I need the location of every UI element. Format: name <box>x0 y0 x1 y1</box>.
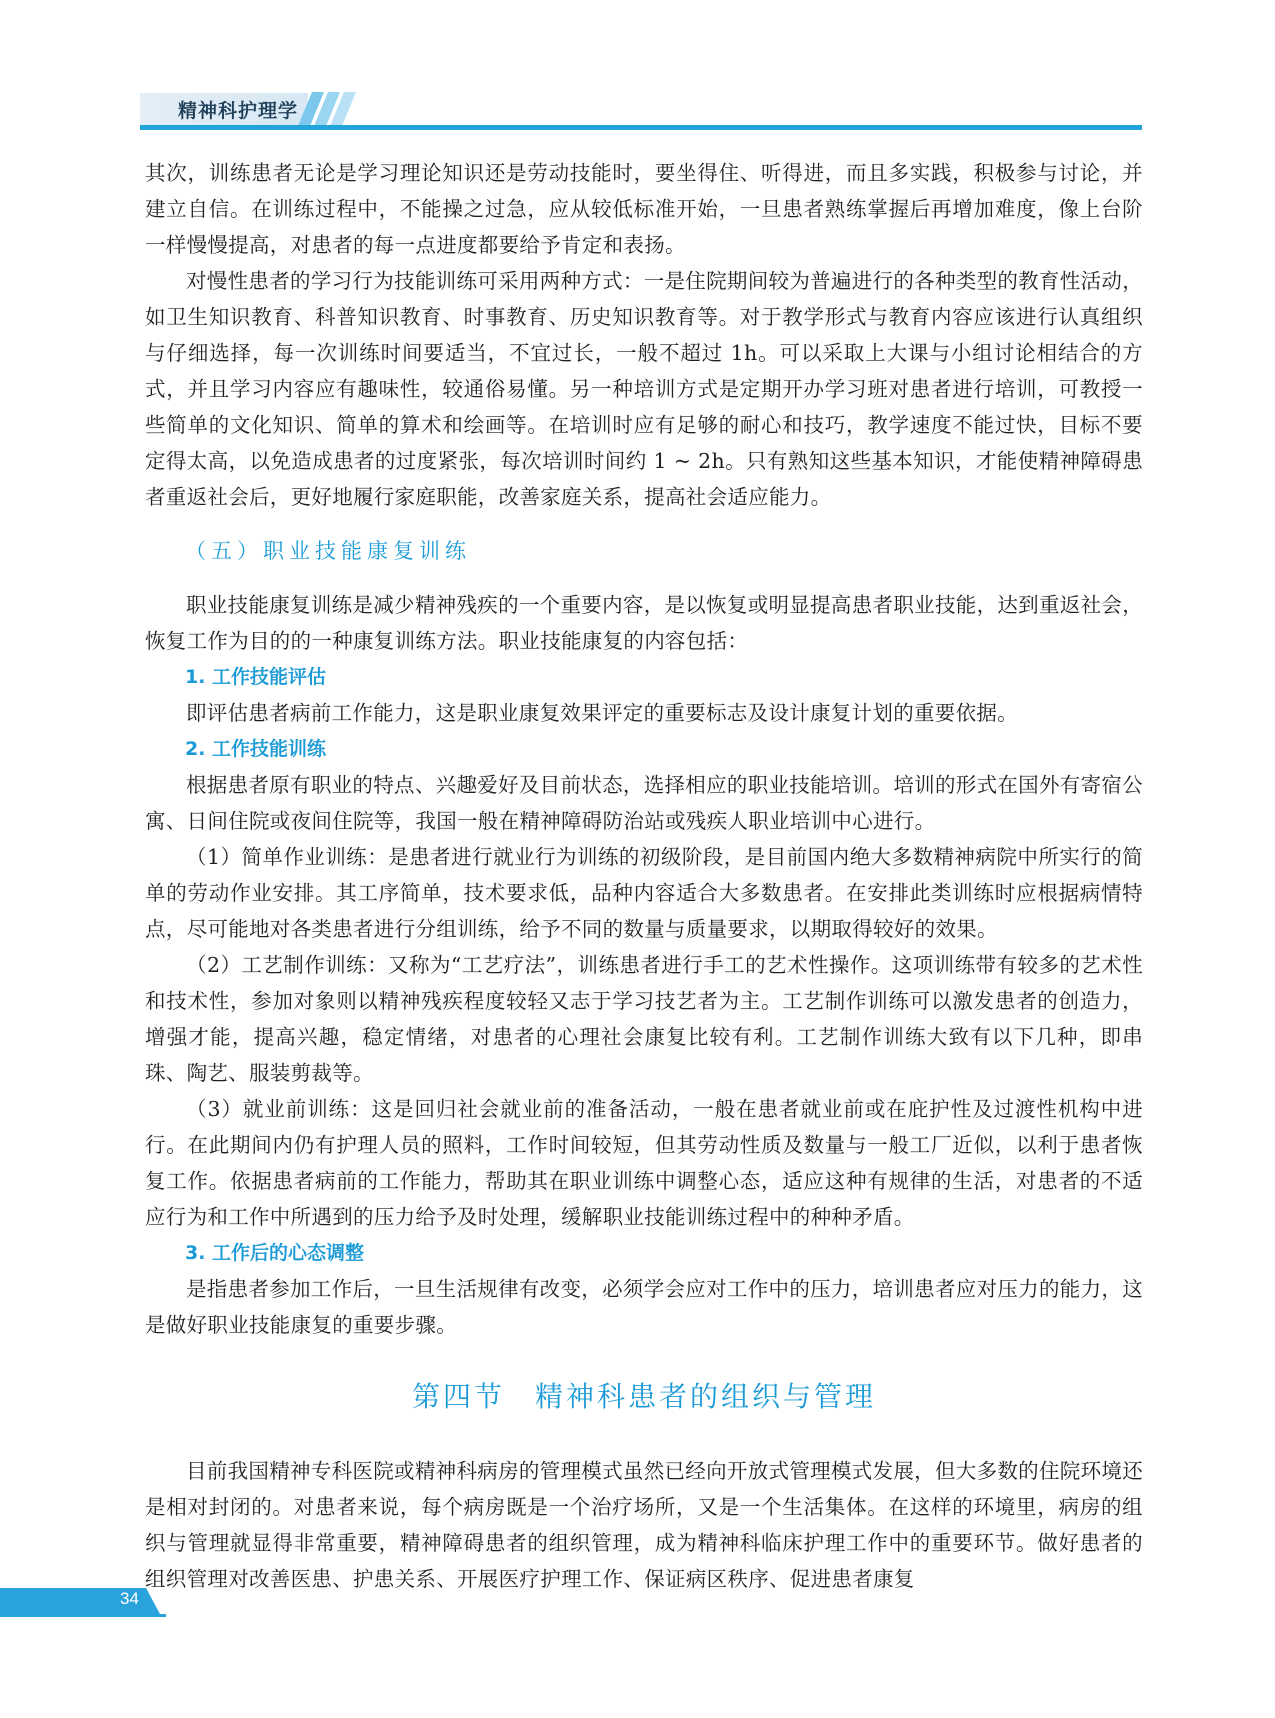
paragraph: （1）简单作业训练：是患者进行就业行为训练的初级阶段，是目前国内绝大多数精神病院中所实行的简单的劳动作业安排。其工序简单，技术要求低，品种内容适合大多数患者。在安排此类训练时应根据病情特点，尽可能地对各类患者进行分组训练，给予不同的数量与质量要求，以期取得较好的效果。 <box>145 845 1143 941</box>
paragraph: 目前我国精神专科医院或精神科病房的管理模式虽然已经向开放式管理模式发展，但大多数的住院环境还是相对封闭的。对患者来说，每个病房既是一个治疗场所，又是一个生活集体。在这样的环境里，病房的组织与管理就显得非常重要，精神障碍患者的组织管理，成为精神科临床护理工作中的重要环节。做好患者的组织管理对改善医患、护患关系、开展医疗护理工作、保证病区秩序、促进患者康复 <box>145 1459 1143 1591</box>
item-heading: 2. 工作技能训练 <box>185 738 327 760</box>
paragraph: 是指患者参加工作后，一旦生活规律有改变，必须学会应对工作中的压力，培训患者应对压力的能力，这是做好职业技能康复的重要步骤。 <box>145 1277 1143 1337</box>
section-title <box>145 1377 1143 1417</box>
header-rule <box>140 125 1142 130</box>
header-stripes-decoration <box>290 92 360 126</box>
paragraph: 对慢性患者的学习行为技能训练可采用两种方式：一是住院期间较为普遍进行的各种类型的教育性活动，如卫生知识教育、科普知识教育、时事教育、历史知识教育等。对于教学形式与教育内容应该进行认真组织与仔细选择，每一次训练时间要适当，不宜过长，一般不超过 1h。可以采取上大课与小组讨论相结合的方式，并且学习内容应有趣味性，较通俗易懂。另一种培训方式是定期开办学习班对患者进行培训，可教授一些简单的文化知识、简单的算术和绘画等。在培训时应有足够的耐心和技巧，教学速度不能过快，目标不要定得太高，以免造成患者的过度紧张，每次培训时间约 1 ~ 2h。只有熟知这些基本知识，才能使精神障碍患者重返社会后，更好地履行家庭职能，改善家庭关系，提高社会适应能力。 <box>145 269 1143 509</box>
section-title-text: 精神科患者的组织与管理 <box>535 1380 877 1413</box>
paragraph: 即评估患者病前工作能力，这是职业康复效果评定的重要标志及设计康复计划的重要依据。 <box>186 701 1018 725</box>
item-heading: 1. 工作技能评估 <box>185 666 327 688</box>
paragraph: 其次，训练患者无论是学习理论知识还是劳动技能时，要坐得住、听得进，而且多实践，积极参与讨论，并建立自信。在训练过程中，不能操之过急，应从较低标准开始，一旦患者熟练掌握后再增加难度，像上台阶一样慢慢提高，对患者的每一点进度都要给予肯定和表扬。 <box>145 161 1143 257</box>
running-header-title: 精神科护理学 <box>178 100 299 122</box>
subsection-heading: （五）职业技能康复训练 <box>185 539 471 563</box>
paragraph: （2）工艺制作训练：又称为“工艺疗法”，训练患者进行手工的艺术性操作。这项训练带有较多的艺术性和技术性，参加对象则以精神残疾程度较轻又志于学习技艺者为主。工艺制作训练可以激发患者的创造力，增强才能，提高兴趣，稳定情绪，对患者的心理社会康复比较有利。工艺制作训练大致有以下几种，即串珠、陶艺、服装剪裁等。 <box>145 953 1143 1085</box>
paragraph: 根据患者原有职业的特点、兴趣爱好及目前状态，选择相应的职业技能培训。培训的形式在国外有寄宿公寓、日间住院或夜间住院等，我国一般在精神障碍防治站或残疾人职业培训中心进行。 <box>145 773 1143 833</box>
section-number: 第四节 <box>411 1380 505 1413</box>
footer-rule <box>0 1614 166 1617</box>
page-number: 34 <box>120 1589 139 1608</box>
page-body <box>145 155 1143 1597</box>
paragraph: （3）就业前训练：这是回归社会就业前的准备活动，一般在患者就业前或在庇护性及过渡性机构中进行。在此期间内仍有护理人员的照料，工作时间较短，但其劳动性质及数量与一般工厂近似，以利于患者恢复工作。依据患者病前的工作能力，帮助其在职业训练中调整心态，适应这种有规律的生活，对患者的不适应行为和工作中所遇到的压力给予及时处理，缓解职业技能训练过程中的种种矛盾。 <box>145 1097 1143 1229</box>
paragraph: 职业技能康复训练是减少精神残疾的一个重要内容，是以恢复或明显提高患者职业技能，达到重返社会，恢复工作为目的的一种康复训练方法。职业技能康复的内容包括： <box>145 593 1143 653</box>
item-heading: 3. 工作后的心态调整 <box>185 1242 365 1264</box>
